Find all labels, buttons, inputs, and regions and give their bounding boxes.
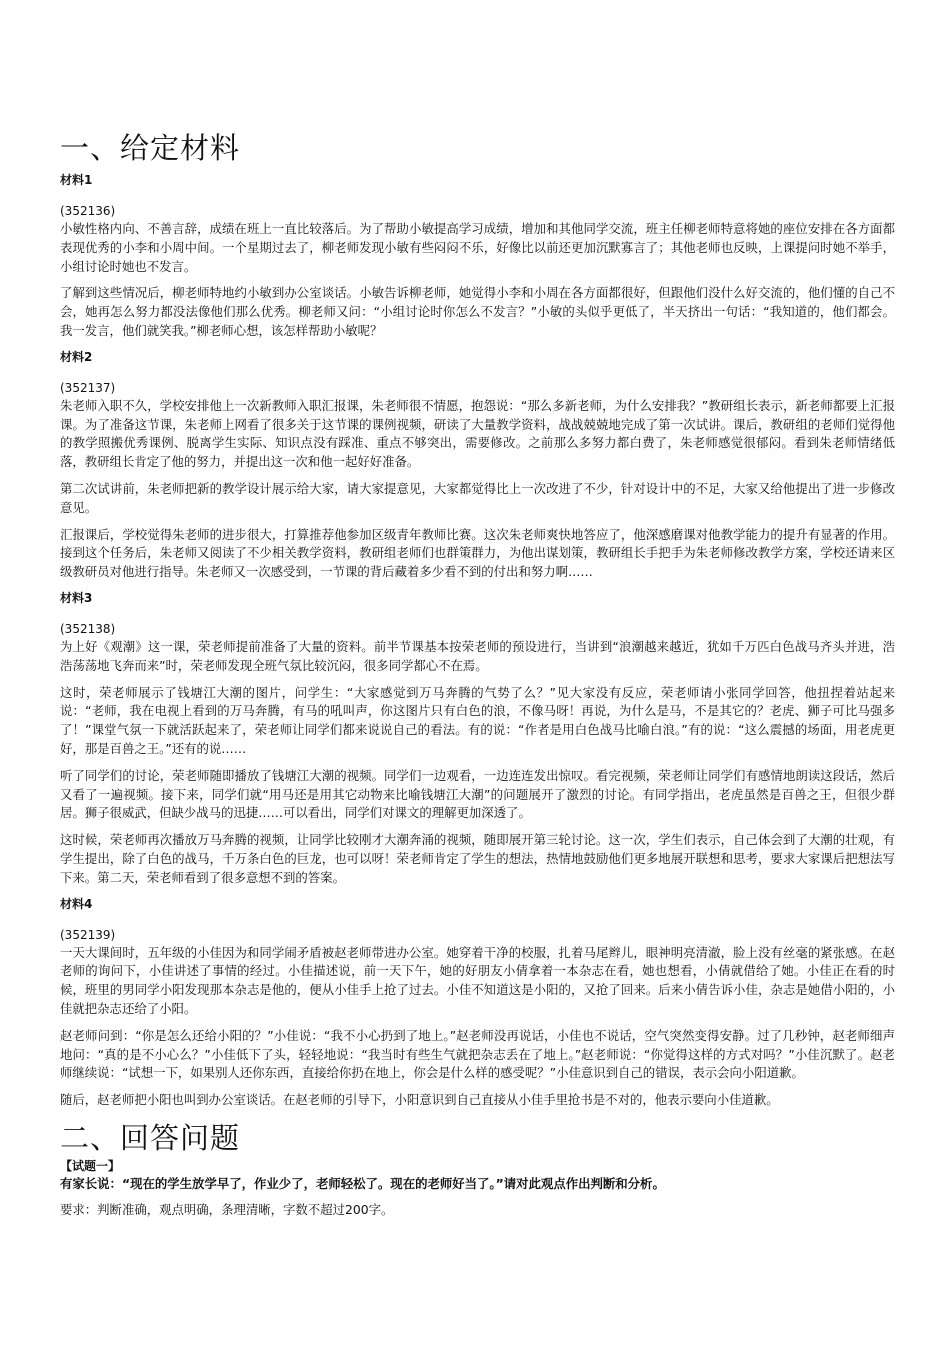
question-label: 【试题一】 (60, 1158, 121, 1173)
material-paragraph: 为上好《观潮》这一课，荣老师提前准备了大量的资料。前半节课基本按荣老师的预设进行，当讲到“浪潮越来越近，犹如千万匹白色战马齐头并进，浩浩荡荡地飞奔而来”时，荣老师发现全班气氛比较沉闷，很多同学都心不在焉。 (60, 638, 895, 673)
material-title: 材料1 (60, 173, 93, 187)
material-1 (60, 172, 895, 341)
question-text: 有家长说：“现在的学生放学早了，作业少了，老师轻松了。现在的老师好当了。”请对此观点作出判断和分析。 (60, 1175, 665, 1191)
material-paragraph: 朱老师入职不久，学校安排他上一次新教师入职汇报课，朱老师很不情愿，抱怨说：“那么多新老师，为什么安排我？”教研组长表示，新老师都要上汇报课。为了准备这节课，朱老师上网看了很多关于这节课的课例视频，研读了大量教学资料，战战兢兢地完成了第一次试讲。课后，教研组的老师们觉得他的教学照搬优秀课例、脱离学生实际、知识点没有踩准、重点不够突出，需要修改。之前那么多努力都白费了，朱老师感觉很郁闷。看到朱老师情绪低落，教研组长肯定了他的努力，并提出这一次和他一起好好准备。 (60, 397, 895, 470)
material-paragraph: 这时，荣老师展示了钱塘江大潮的图片，问学生：“大家感觉到万马奔腾的气势了么？”见大家没有反应，荣老师请小张同学回答，他扭捏着站起来说：“老师，我在电视上看到的万马奔腾，有马的吼叫声，你这图片只有白色的浪，不像马呀！再说，为什么是马，不是其它的？老虎、狮子可比马强多了！”课堂气氛一下就活跃起来了，荣老师让同学们都来说说自己的看法。有的说：“作者是用白色战马比喻白浪。”有的说：“这么震撼的场面，用老虎更好，那是百兽之王。”还有的说…… (60, 684, 895, 756)
material-paragraph: 这时候，荣老师再次播放万马奔腾的视频，让同学比较刚才大潮奔涌的视频，随即展开第三轮讨论。这一次，学生们表示，自己体会到了大潮的壮观，有学生提出，除了白色的战马，千万条白色的巨龙，也可以呀！荣老师肯定了学生的想法，热情地鼓励他们更多地展开联想和思考，要求大家课后把想法写下来。第二天，荣老师看到了很多意想不到的答案。 (60, 832, 895, 885)
material-paragraph: 赵老师问到：“你是怎么还给小阳的？”小佳说：“我不小心扔到了地上。”赵老师没再说话，小佳也不说话，空气突然变得安静。过了几秒钟，赵老师细声地问：“真的是不小心么？”小佳低下了头，轻轻地说：“我当时有些生气就把杂志丢在了地上。”赵老师说：“你觉得这样的方式对吗？”小佳沉默了。赵老师继续说：“试想一下，如果别人还你东西，直接给你扔在地上，你会是什么样的感受呢？”小佳意识到自己的错误，表示会向小阳道歉。 (60, 1027, 895, 1081)
material-title: 材料2 (60, 349, 93, 364)
section-title-materials: 一、给定材料 (60, 131, 241, 165)
material-paragraph: 一天大课间时，五年级的小佳因为和同学闹矛盾被赵老师带进办公室。她穿着干净的校服，扎着马尾辫儿，眼神明亮清澈，脸上没有丝毫的紧张感。在赵老师的询问下，小佳讲述了事情的经过。小佳描述说，前一天下午，她的好朋友小倩拿着一本杂志在看，她也想看，小倩就借给了她。小佳正在看的时候，班里的男同学小阳发现那本杂志是他的，便从小佳手上抢了过去。小佳不知道这是小阳的，又抢了回来。后来小倩告诉小佳，杂志是她借小阳的，小佳就把杂志还给了小阳。 (60, 944, 895, 1016)
material-paragraph: 了解到这些情况后，柳老师特地约小敏到办公室谈话。小敏告诉柳老师，她觉得小李和小周在各方面都很好，但跟他们没什么好交流的，他们懂的自己不会，她再怎么努力都没法像他们那么优秀。柳老师又问：“小组讨论时你怎么不发言？”小敏的头似乎更低了，半天挤出一句话：“我知道的，他们都会。我一发言，他们就笑我。”柳老师心想，该怎样帮助小敏呢？ (60, 285, 895, 338)
material-3 (60, 590, 895, 888)
material-paragraph: 听了同学们的讨论，荣老师随即播放了钱塘江大潮的视频。同学们一边观看，一边连连发出惊叹。看完视频，荣老师让同学们有感情地朗读这段话，然后又看了一遍视频。接下来，同学们就“用马还是用其它动物来比喻钱塘江大潮”的问题展开了激烈的讨论。有同学指出，老虎虽然是百兽之王，但很少群居。狮子很威武，但缺少战马的迅捷……可以看出，同学们对课文的理解更加深透了。 (60, 767, 895, 821)
question-requirement: 要求：判断准确，观点明确，条理清晰，字数不超过200字。 (60, 1201, 394, 1217)
material-id: (352139) (60, 927, 116, 942)
document-page (60, 130, 895, 1219)
material-id: (352138) (60, 621, 116, 636)
section-title-questions: 二、回答问题 (60, 1120, 241, 1155)
material-paragraph: 小敏性格内向、不善言辞，成绩在班上一直比较落后。为了帮助小敏提高学习成绩，增加和其他同学交流，班主任柳老师特意将她的座位安排在各方面都表现优秀的小李和小周中间。一个星期过去了，柳老师发现小敏有些闷闷不乐，好像比以前还更加沉默寡言了；其他老师也反映，上课提问时她不举手，小组讨论时她也不发言。 (60, 221, 895, 274)
material-paragraph: 随后，赵老师把小阳也叫到办公室谈话。在赵老师的引导下，小阳意识到自己直接从小佳手里抢书是不对的，他表示要向小佳道歉。 (60, 1092, 779, 1108)
question-1 (60, 1158, 895, 1219)
material-paragraph: 汇报课后，学校觉得朱老师的进步很大，打算推荐他参加区级青年教师比赛。这次朱老师爽快地答应了，他深感磨课对他教学能力的提升有显著的作用。接到这个任务后，朱老师又阅读了不少相关教学资料，教研组老师们也群策群力，为他出谋划策，教研组长手把手为朱老师修改教学方案，学校还请来区级教研员对他进行指导。朱老师又一次感受到，一节课的背后藏着多少看不到的付出和努力啊…… (60, 526, 895, 580)
material-2 (60, 349, 895, 582)
material-title: 材料4 (60, 896, 93, 911)
material-id: (352136) (60, 204, 116, 218)
material-paragraph: 第二次试讲前，朱老师把新的教学设计展示给大家，请大家提意见，大家都觉得比上一次改进了不少，针对设计中的不足，大家又给他提出了进一步修改意见。 (60, 480, 895, 515)
material-title: 材料3 (60, 590, 93, 605)
material-id: (352137) (60, 380, 116, 395)
material-4 (60, 896, 895, 1110)
